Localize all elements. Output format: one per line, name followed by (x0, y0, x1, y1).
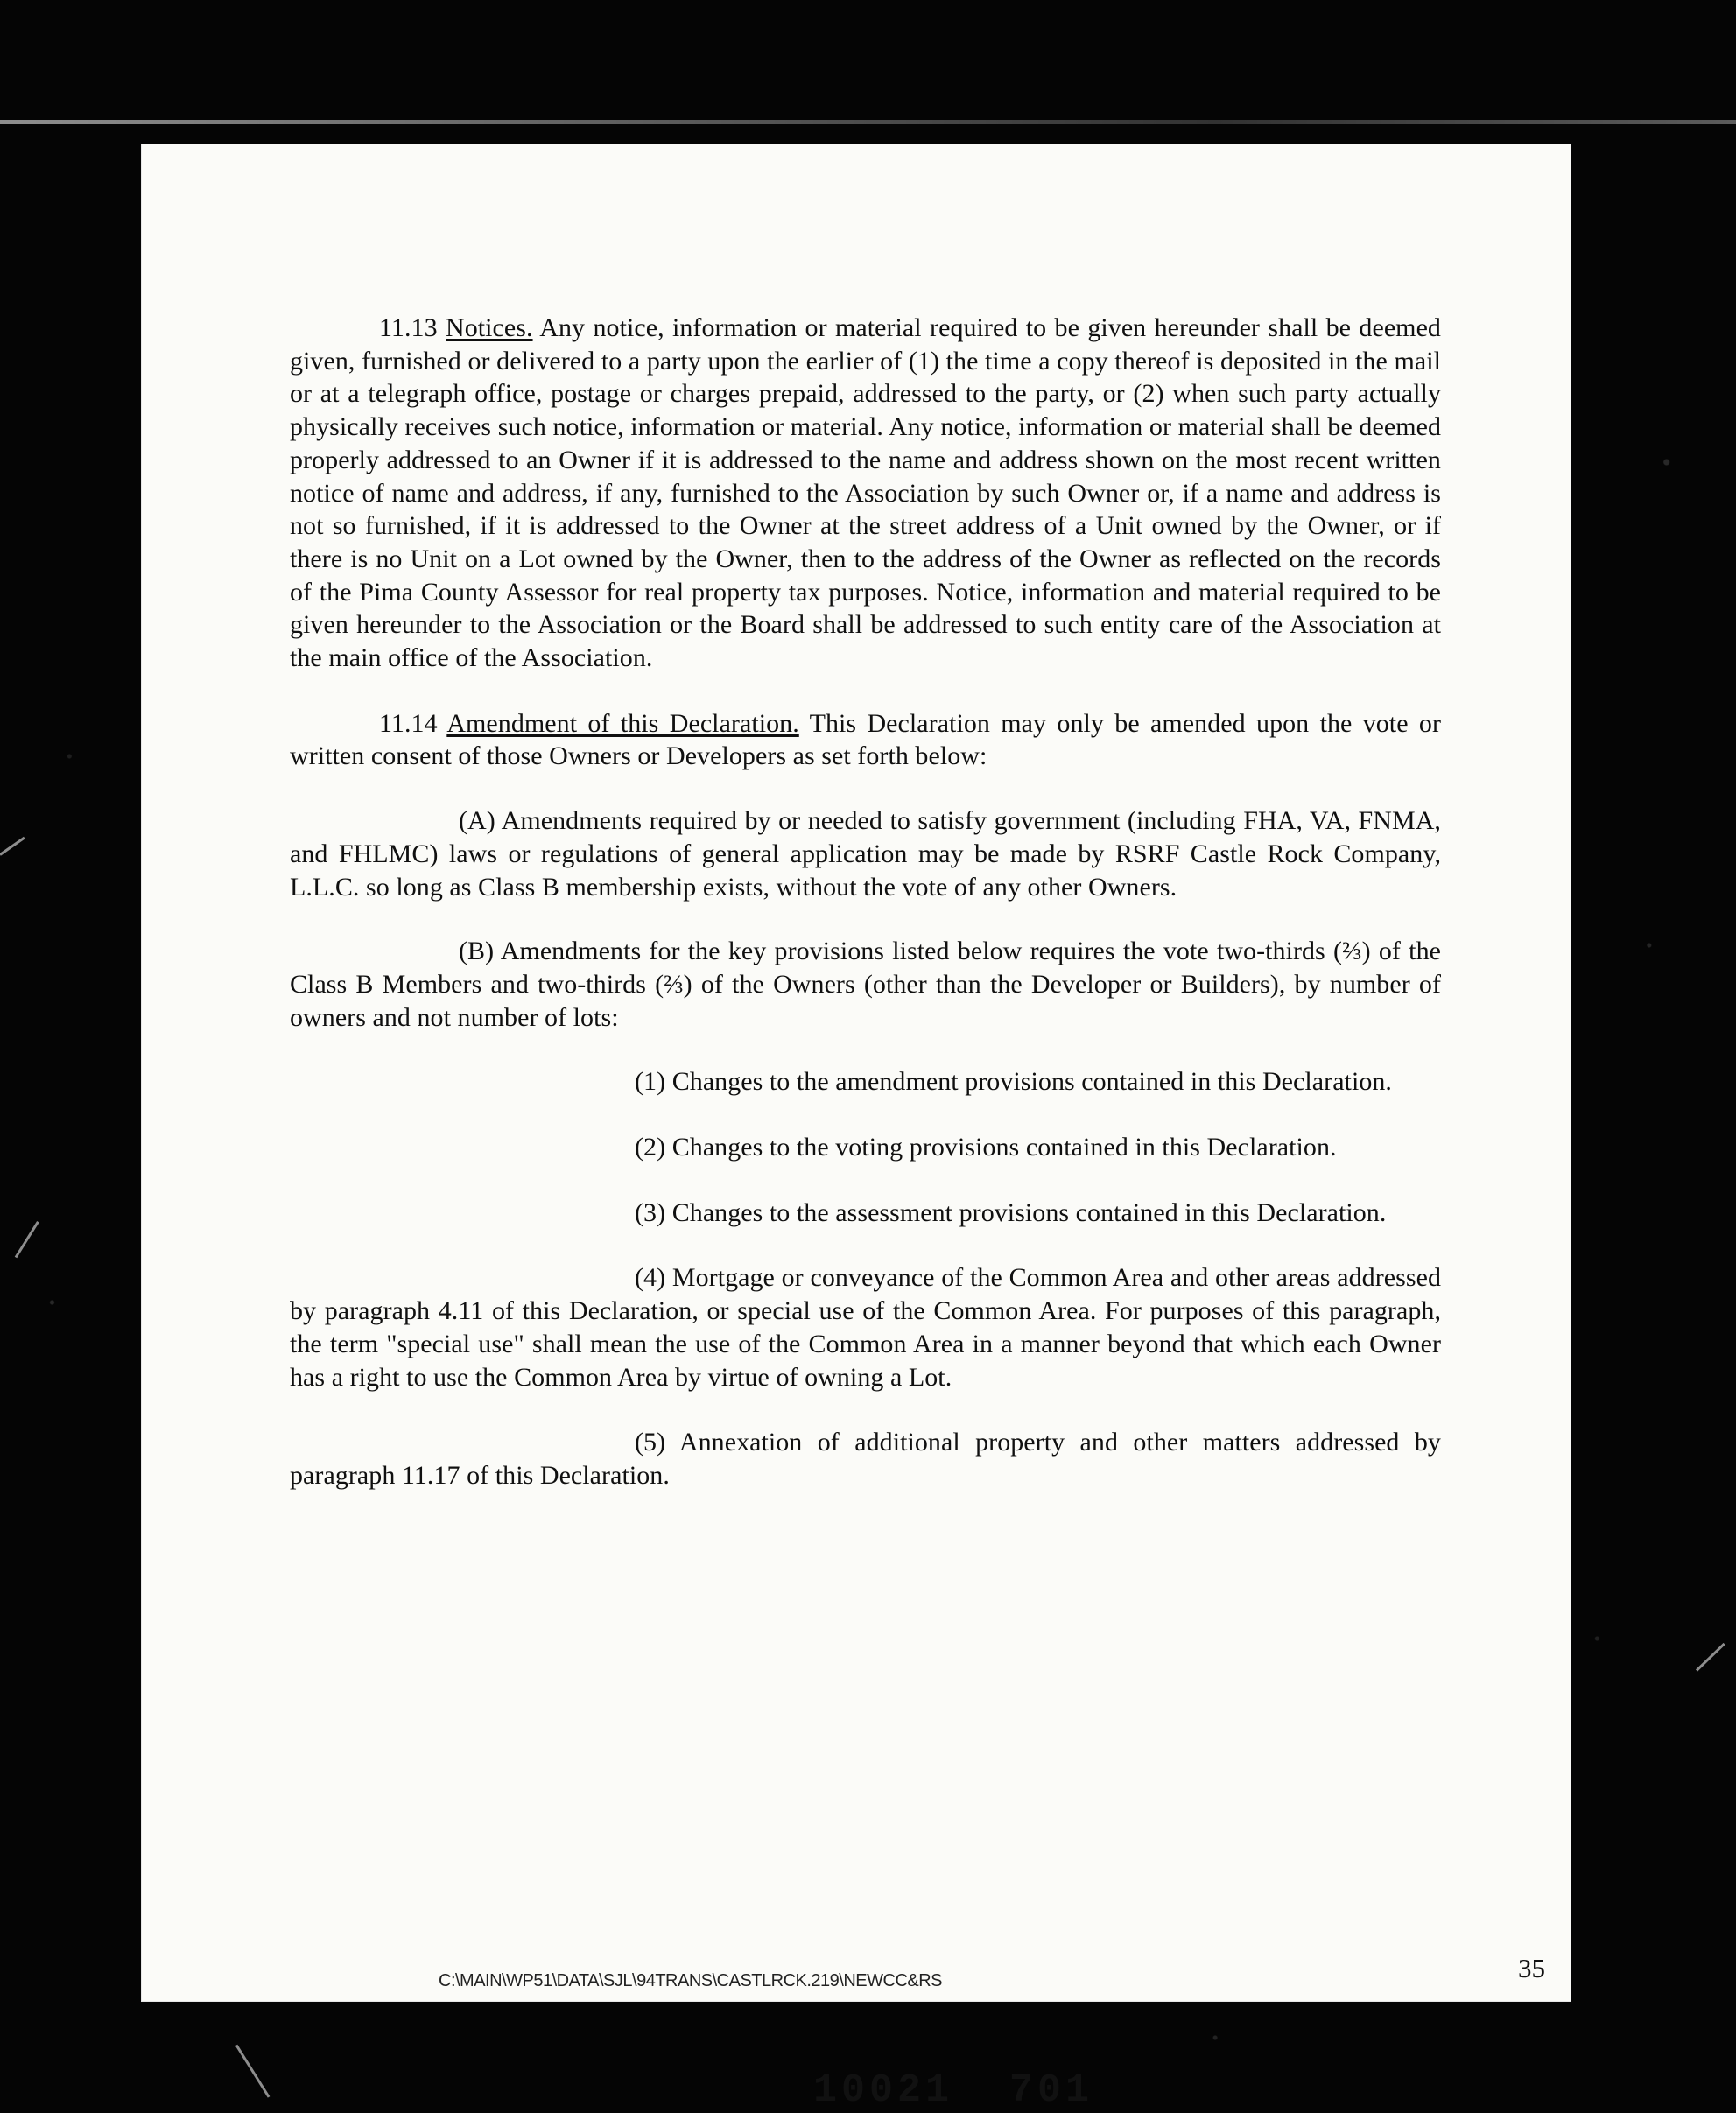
provision-item-1 (290, 1065, 1441, 1099)
provision-item-label: (1) (635, 1067, 666, 1097)
item-spacing (290, 1164, 1441, 1197)
document-body (290, 312, 1441, 1492)
paragraph-spacing (290, 1034, 1441, 1065)
provision-item-label: (3) (635, 1197, 666, 1227)
provision-item-label: (4) (635, 1263, 666, 1293)
amendment-a-label: (A) (459, 806, 495, 836)
provision-item-label: (5) (635, 1428, 666, 1457)
provision-item-text: Annexation of additional property and other matters addressed by paragraph 11.17 of this Declaration. (290, 1428, 1441, 1490)
section-number: 11.14 (379, 708, 438, 738)
paragraph-spacing (290, 903, 1441, 935)
provision-item-label: (2) (635, 1133, 666, 1162)
provision-item-5 (290, 1426, 1441, 1492)
section-number: 11.13 (379, 313, 438, 342)
provision-item-4 (290, 1261, 1441, 1393)
item-spacing (290, 1229, 1441, 1261)
amendment-a-paragraph (290, 804, 1441, 903)
section-intro: This Declaration may only be amended upon the vote or written consent of those Owners or Developers as set forth below: (290, 708, 1441, 771)
paragraph-spacing (290, 773, 1441, 804)
provision-item-text: Changes to the amendment provisions contained in this Declaration. (671, 1067, 1392, 1097)
amendment-b-label: (B) (459, 937, 495, 966)
file-path-footer: C:\MAIN\WP51\DATA\SJL\94TRANS\CASTLRCK.219\NEWCC&RS (439, 1971, 943, 1990)
provision-item-2 (290, 1131, 1441, 1164)
item-spacing (290, 1393, 1441, 1426)
section-title: Notices. (446, 313, 533, 342)
section-11-13-paragraph (290, 312, 1441, 675)
section-11-14-paragraph (290, 707, 1441, 773)
amendment-a-text: Amendments required by or needed to satisfy government (including FHA, VA, FNMA, and FHLMC) laws or regulations of general application may be made by RSRF Castle Rock Company, L.L.C. so long as Class B membership exists, without the vote of any other Owners. (290, 806, 1441, 902)
amendment-b-text: Amendments for the key provisions listed below requires the vote two-thirds (⅔) of the Class B Members and two-thirds (⅔) of the Owners (other than the Developer or Builders), by number of owners and not number of lots: (290, 937, 1441, 1032)
amendment-b-paragraph (290, 935, 1441, 1034)
item-spacing (290, 1099, 1441, 1131)
provision-item-text: Mortgage or conveyance of the Common Area and other areas addressed by paragraph 4.11 of this Declaration, or special use of the Common Area. For purposes of this paragraph, the term "special use" shall mean the use of the Common Area in a manner beyond that which each Owner has a right to use the Common Area by virtue of owning a Lot. (290, 1263, 1441, 1392)
recording-stamp-number: 10021 701 (813, 2068, 1094, 2113)
provision-item-text: Changes to the voting provisions contained in this Declaration. (671, 1133, 1337, 1162)
section-body: Any notice, information or material required to be given hereunder shall be deemed given, furnished or delivered to a party upon the earlier of (1) the time a copy thereof is deposited in the mail or at a telegraph office, postage or charges prepaid, addressed to the party, or (2) when such party actually physically receives such notice, information or material. Any notice, information or material shall be deemed properly addressed to an Owner if it is addressed to the name and address shown on the most recent written notice of name and address, if any, furnished to the Association by such Owner or, if a name and address is not so furnished, if it is addressed to the Owner at the street address of a Unit owned by the Owner, or if there is no Unit on a Lot owned by the Owner, then to the address of the Owner as reflected on the records of the Pima County Assessor for real property tax purposes. Notice, information and material required to be given hereunder to the Association or the Board shall be addressed to such entity care of the Association at the main office of the Association. (290, 313, 1441, 673)
top-scan-line (0, 120, 1736, 124)
document-page (141, 144, 1571, 2113)
section-title: Amendment of this Declaration. (446, 708, 799, 738)
page-number: 35 (1518, 1953, 1545, 1983)
provision-item-3 (290, 1197, 1441, 1230)
provision-item-text: Changes to the assessment provisions contained in this Declaration. (671, 1197, 1387, 1227)
paragraph-spacing (290, 675, 1441, 707)
